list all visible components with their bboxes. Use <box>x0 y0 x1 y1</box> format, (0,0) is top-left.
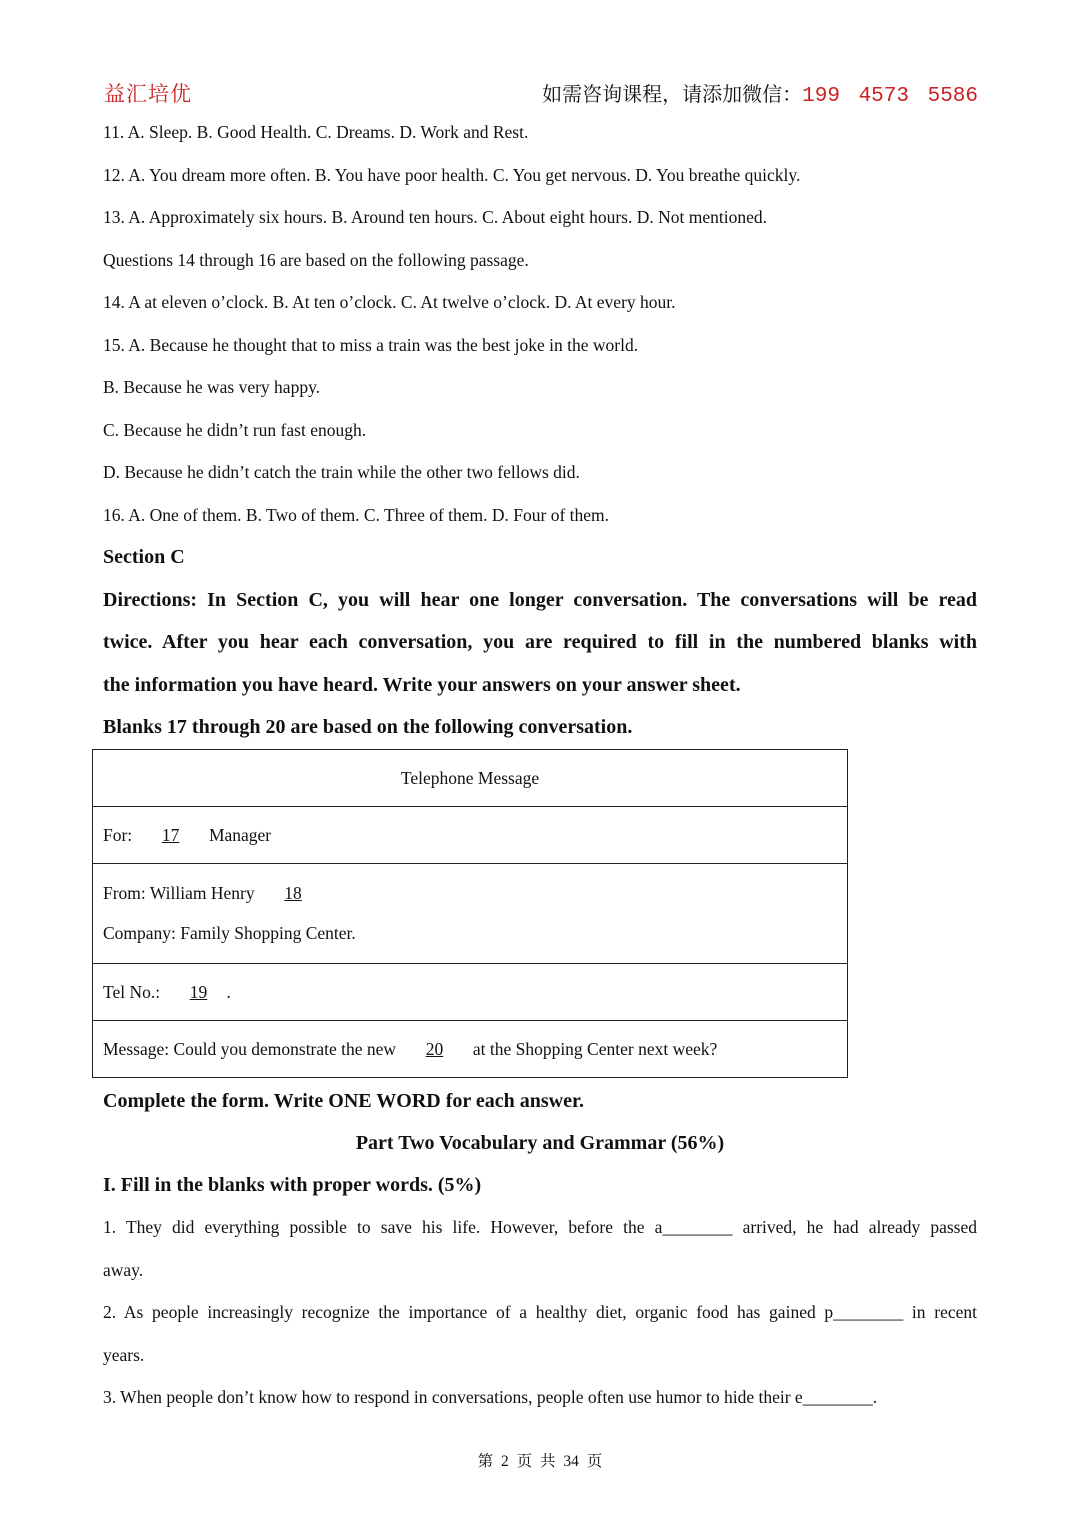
from-label: From: William Henry <box>103 883 255 903</box>
vocab-q3-text-b: . <box>872 1387 878 1407</box>
question-13: 13. A. Approximately six hours. B. Around ten hours. C. About eight hours. D. Not mentioned. <box>103 207 768 227</box>
part-two-title: Part Two Vocabulary and Grammar (56%) <box>355 1132 725 1154</box>
tel-suffix: . <box>226 981 231 1002</box>
vocab-question-1-line-1 <box>103 1217 977 1238</box>
vocab-q2-blank: ________ <box>833 1302 904 1322</box>
form-instruction: Complete the form. Write ONE WORD for each answer. <box>103 1090 585 1112</box>
tel-label: Tel No.: <box>103 981 161 1002</box>
message-label: Message: Could you demonstrate the new <box>103 1038 397 1059</box>
contact-phone: 199 4573 5586 <box>802 85 978 108</box>
question-15-option-a: 15. A. Because he thought that to miss a train was the best joke in the world. <box>103 335 639 355</box>
blanks-intro: Blanks 17 through 20 are based on the following conversation. <box>103 716 633 738</box>
section-i-title: I. Fill in the blanks with proper words. (5%) <box>103 1174 482 1196</box>
vocab-q1-text-b: arrived, he had already passed <box>742 1217 978 1237</box>
form-title: Telephone Message <box>93 750 848 807</box>
contact-info <box>542 78 978 108</box>
question-16: 16. A. One of them. B. Two of them. C. Three of them. D. Four of them. <box>103 505 610 525</box>
question-15-option-d: D. Because he didn’t catch the train while the other two fellows did. <box>103 462 580 482</box>
vocab-q2-text-b: in recent <box>911 1302 977 1322</box>
blank-18: 18 <box>284 883 302 903</box>
vocab-question-1-line-2: away. <box>103 1260 144 1280</box>
vocab-question-2-line-2: years. <box>103 1345 145 1365</box>
form-row-from <box>93 864 848 964</box>
blank-17: 17 <box>161 824 180 845</box>
for-suffix: Manager <box>208 824 272 845</box>
brand-name: 益汇培优 <box>104 82 192 106</box>
section-c-directions-line-3: the information you have heard. Write your answers on your answer sheet. <box>103 674 741 696</box>
page-header <box>104 78 978 112</box>
company-line: Company: Family Shopping Center. <box>103 923 356 943</box>
vocab-q3-blank: ________ <box>802 1387 873 1407</box>
question-15-option-c: C. Because he didn’t run fast enough. <box>103 420 367 440</box>
form-cell-for <box>93 807 848 864</box>
from-line <box>103 883 837 904</box>
blank-19: 19 <box>189 981 208 1002</box>
vocab-q1-blank: ________ <box>662 1217 733 1237</box>
question-15-option-b: B. Because he was very happy. <box>103 377 321 397</box>
contact-label: 如需咨询课程，请添加微信： <box>542 82 803 106</box>
vocab-q2-text-a: 2. As people increasingly recognize the importance of a healthy diet, organic food has gained p <box>103 1302 834 1322</box>
vocab-question-3 <box>103 1387 877 1408</box>
form-cell-message <box>93 1021 848 1078</box>
question-11: 11. A. Sleep. B. Good Health. C. Dreams. D. Work and Rest. <box>103 122 529 142</box>
question-12: 12. A. You dream more often. B. You have poor health. C. You get nervous. D. You breathe quickly. <box>103 165 801 185</box>
section-c-directions-line-1: Directions: In Section C, you will hear one longer conversation. The conversations will be read <box>103 589 977 611</box>
vocab-q1-text-a: 1. They did everything possible to save his life. However, before the a <box>103 1217 663 1237</box>
vocab-question-2-line-1 <box>103 1302 977 1323</box>
for-label: For: <box>103 824 133 845</box>
blank-20: 20 <box>425 1038 444 1059</box>
form-cell-tel <box>93 964 848 1021</box>
form-row-for <box>93 807 848 864</box>
form-row-message <box>93 1021 848 1078</box>
form-row-tel <box>93 964 848 1021</box>
question-14: 14. A at eleven o’clock. B. At ten o’clock. C. At twelve o’clock. D. At every hour. <box>103 292 676 312</box>
message-suffix: at the Shopping Center next week? <box>472 1038 718 1059</box>
section-c-directions-line-2: twice. After you hear each conversation, you are required to fill in the numbered blanks with <box>103 631 977 653</box>
vocab-q3-text-a: 3. When people don’t know how to respond in conversations, people often use humor to hide their e <box>103 1387 803 1407</box>
form-row-title <box>93 750 848 807</box>
form-cell-from <box>93 864 848 964</box>
telephone-message-form <box>92 749 848 1078</box>
page-number: 第 2 页 共 34 页 <box>477 1453 603 1470</box>
passage-intro-14-16: Questions 14 through 16 are based on the following passage. <box>103 250 529 270</box>
section-c-title: Section C <box>103 546 185 568</box>
